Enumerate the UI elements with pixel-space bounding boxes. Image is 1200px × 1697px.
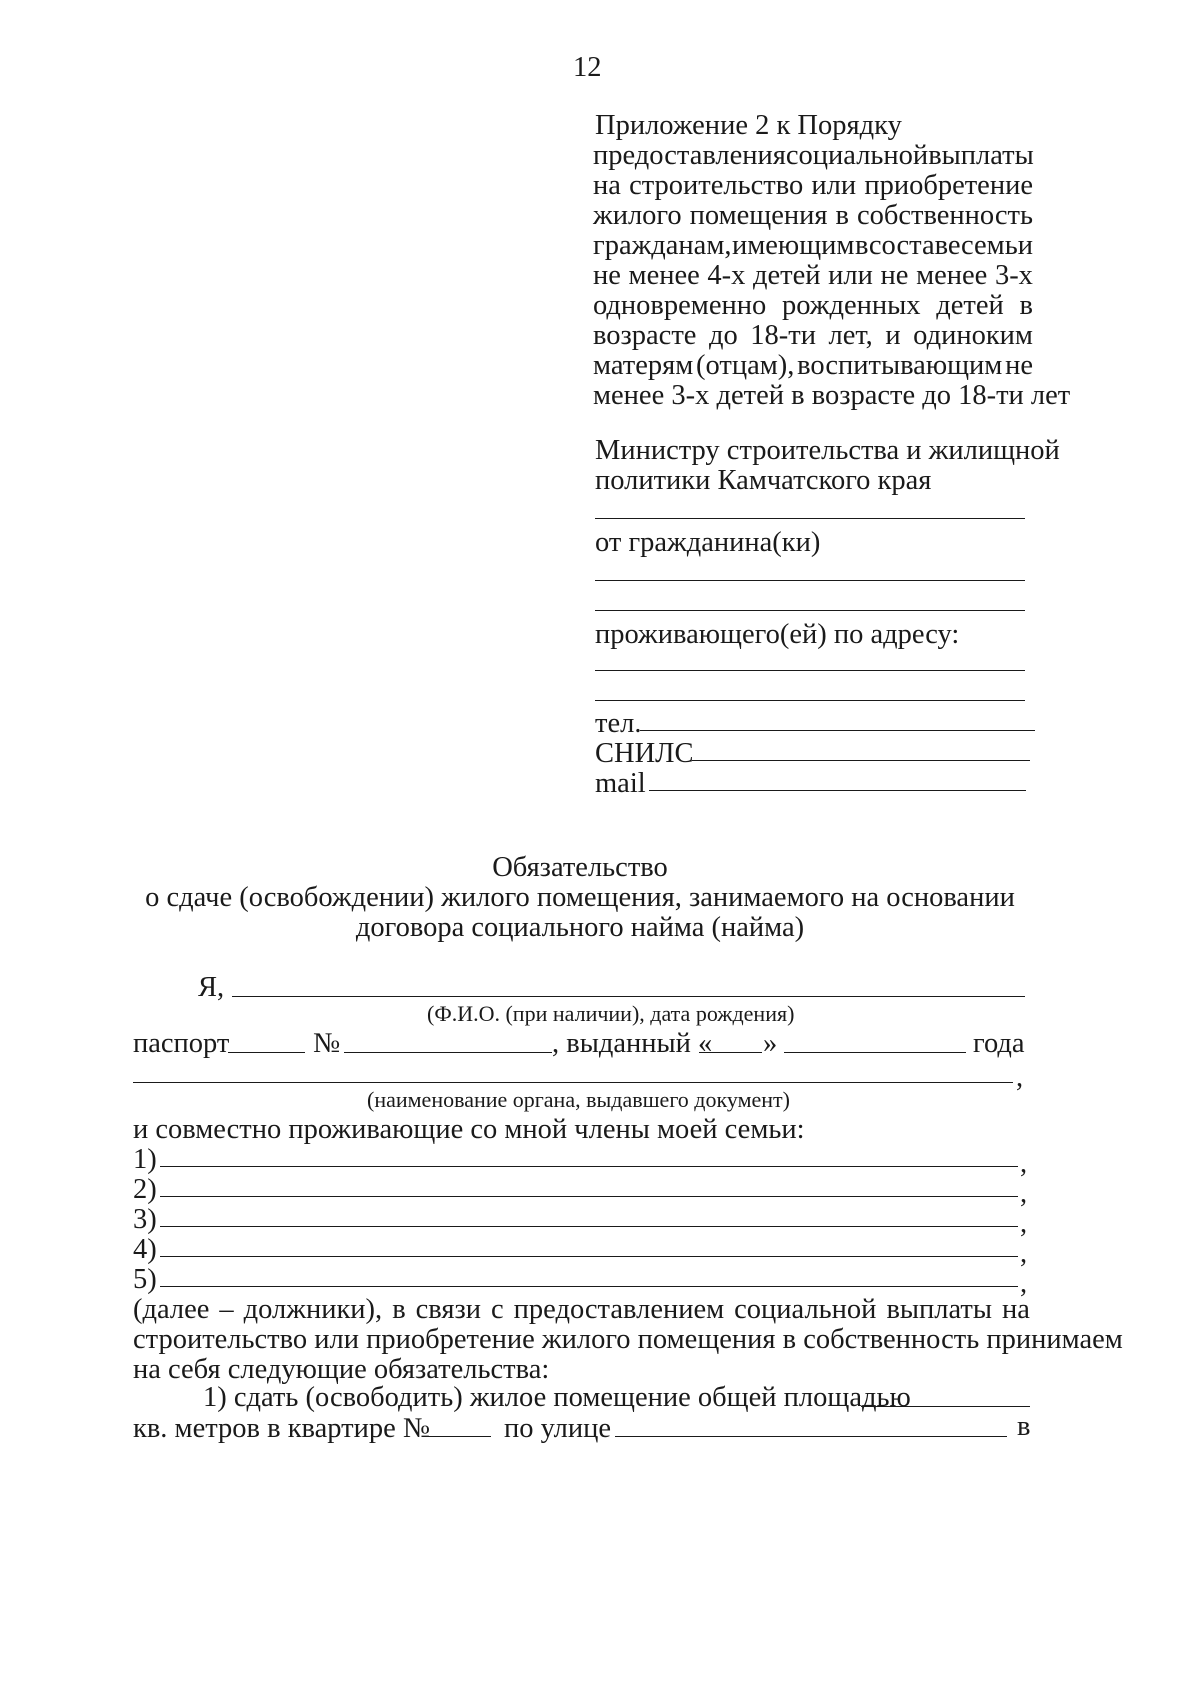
- appendix-line: [593, 322, 1033, 351]
- word: помещения: [689, 200, 828, 231]
- issued-close-quote: »: [763, 1028, 778, 1059]
- family-item-number: 4): [133, 1234, 157, 1265]
- word: не: [880, 260, 909, 291]
- area-field[interactable]: [861, 1406, 1030, 1407]
- appendix-line: менее 3-х детей в возрасте до 18-ти лет: [593, 380, 1071, 411]
- word: в: [854, 230, 869, 261]
- fio-caption: (Ф.И.О. (при наличии), дата рождения): [427, 1001, 795, 1026]
- blank-line[interactable]: [595, 700, 1025, 701]
- number-sign: №: [313, 1028, 341, 1059]
- paragraph-line: на себя следующие обязательства:: [133, 1354, 550, 1385]
- word: предоставления: [593, 140, 786, 171]
- issue-month-field[interactable]: [784, 1052, 966, 1053]
- family-item-number: 1): [133, 1144, 157, 1175]
- word: предоставлением: [513, 1294, 725, 1325]
- word: с: [491, 1294, 504, 1325]
- comma: ,: [1020, 1208, 1028, 1239]
- word: социальной: [734, 1294, 877, 1325]
- issued-label: , выданный «: [552, 1028, 713, 1059]
- passport-series-field[interactable]: [228, 1052, 305, 1053]
- word: менее: [916, 260, 988, 291]
- fio-field[interactable]: [232, 996, 1025, 997]
- snils-field[interactable]: [692, 760, 1030, 761]
- comma: ,: [1020, 1148, 1028, 1179]
- address-label: проживающего(ей) по адресу:: [595, 619, 960, 650]
- word: (далее: [133, 1294, 210, 1325]
- word: семьи: [961, 230, 1033, 261]
- addressee-line: Министру строительства и жилищной: [595, 435, 1060, 466]
- word: не: [593, 260, 621, 291]
- street-field[interactable]: [615, 1436, 1007, 1437]
- word: возрасте: [593, 320, 697, 351]
- appendix-line: [593, 232, 1033, 261]
- word: одиноким: [913, 320, 1033, 351]
- word: в: [835, 200, 849, 231]
- document-subtitle: о сдаче (освобождении) жилого помещения, занимаемого на основании: [145, 882, 1015, 913]
- family-member-field[interactable]: [160, 1196, 1018, 1197]
- family-intro: и совместно проживающие со мной члены моей семьи:: [133, 1114, 805, 1145]
- word: –: [219, 1294, 234, 1325]
- paragraph-line: строительство или приобретение жилого помещения в собственность принимаем: [133, 1324, 1123, 1355]
- in-label: в: [1017, 1411, 1031, 1442]
- word: воспитывающим: [797, 350, 1003, 381]
- passport-number-field[interactable]: [344, 1052, 552, 1053]
- mail-field[interactable]: [649, 790, 1026, 791]
- tel-field[interactable]: [640, 730, 1035, 731]
- passport-label: паспорт: [133, 1028, 230, 1059]
- family-member-field[interactable]: [160, 1286, 1018, 1287]
- word: на: [593, 170, 621, 201]
- appendix-line: [593, 292, 1033, 321]
- page-number: 12: [573, 52, 602, 83]
- word: связи: [415, 1294, 482, 1325]
- word: до: [708, 320, 738, 351]
- family-member-field[interactable]: [160, 1166, 1018, 1167]
- appendix-line: [593, 202, 1033, 231]
- word: строительство: [629, 170, 804, 201]
- word: должники),: [243, 1294, 383, 1325]
- issue-day-field[interactable]: [699, 1052, 762, 1053]
- blank-line[interactable]: [595, 670, 1025, 671]
- word: жилого: [593, 200, 682, 231]
- word: в: [1019, 290, 1033, 321]
- word: лет,: [828, 320, 873, 351]
- family-item-number: 2): [133, 1174, 157, 1205]
- snils-label: СНИЛС: [595, 738, 694, 769]
- appendix-line: [593, 172, 1033, 201]
- word: 18-ти: [750, 320, 816, 351]
- apartment-number-field[interactable]: [427, 1436, 491, 1437]
- mail-label: mail: [595, 768, 646, 799]
- word: выплаты: [886, 1294, 993, 1325]
- word: менее: [628, 260, 700, 291]
- from-citizen-label: от гражданина(ки): [595, 527, 821, 558]
- word: или: [811, 170, 857, 201]
- comma: ,: [1020, 1268, 1028, 1299]
- word: составе: [868, 230, 961, 261]
- family-item-number: 5): [133, 1264, 157, 1295]
- word: на: [1002, 1294, 1030, 1325]
- obligation-1-text: 1) сдать (освободить) жилое помещение общей площадью: [203, 1382, 911, 1413]
- tel-label: тел.: [595, 708, 642, 739]
- addressee-line: политики Камчатского края: [595, 465, 932, 496]
- comma: ,: [1020, 1178, 1028, 1209]
- word: в: [392, 1294, 406, 1325]
- authority-caption: (наименование органа, выдавшего документ): [367, 1087, 790, 1112]
- family-item-number: 3): [133, 1204, 157, 1235]
- document-title: Обязательство: [492, 852, 668, 883]
- family-member-field[interactable]: [160, 1226, 1018, 1227]
- word: приобретение: [864, 170, 1033, 201]
- comma: ,: [1016, 1062, 1024, 1093]
- word: одновременно: [593, 290, 767, 321]
- paragraph-line: [133, 1296, 1030, 1325]
- word: детей: [753, 260, 821, 291]
- year-label: года: [973, 1028, 1025, 1059]
- word: 3-х: [994, 260, 1033, 291]
- word: гражданам,: [593, 230, 732, 261]
- i-label: Я,: [198, 972, 225, 1003]
- blank-line[interactable]: [595, 610, 1025, 611]
- sqm-label: кв. метров в квартире №: [133, 1413, 431, 1444]
- family-member-field[interactable]: [160, 1256, 1018, 1257]
- word: детей: [936, 290, 1004, 321]
- word: матерям: [593, 350, 694, 381]
- comma: ,: [1020, 1238, 1028, 1269]
- word: или: [828, 260, 873, 291]
- appendix-line: [593, 352, 1033, 381]
- word: собственность: [856, 200, 1033, 231]
- word: имеющим: [731, 230, 855, 261]
- word: 4-х: [707, 260, 746, 291]
- appendix-line: [593, 262, 1033, 291]
- blank-line[interactable]: [595, 518, 1025, 519]
- word: социальной: [785, 140, 929, 171]
- appendix-line: Приложение 2 к Порядку: [595, 110, 902, 141]
- word: и: [885, 320, 901, 351]
- street-label: по улице: [504, 1413, 612, 1444]
- document-subtitle: договора социального найма (найма): [355, 912, 805, 943]
- word: не: [1005, 350, 1033, 381]
- blank-line[interactable]: [595, 580, 1025, 581]
- word: (отцам),: [696, 350, 795, 381]
- appendix-line: [593, 142, 1033, 171]
- authority-field[interactable]: [133, 1082, 1013, 1083]
- word: рожденных: [781, 290, 921, 321]
- word: выплаты: [928, 140, 1034, 171]
